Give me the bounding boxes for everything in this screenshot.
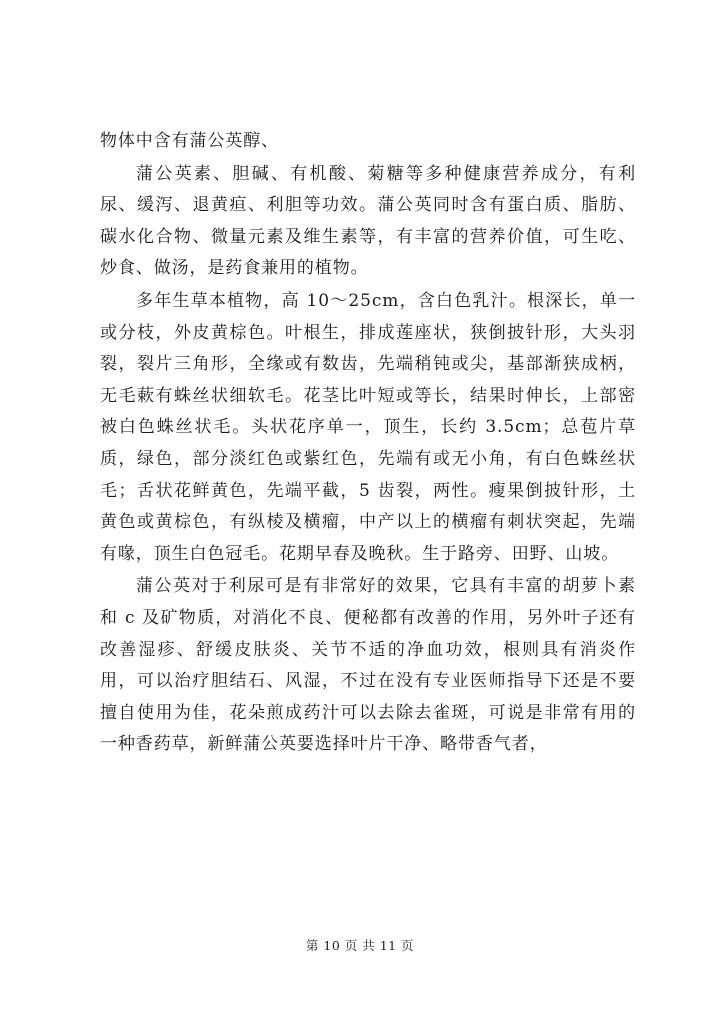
paragraph-botany: 多年生草本植物，高 10～25cm，含白色乳汁。根深长，单一或分枝，外皮黄棕色。叶根生，排成莲座状，狭倒披针形，大头羽裂，裂片三角形，全缘或有数齿，先端稍钝或尖，基部渐狭成柄，无毛蔌有蛛丝状细软毛。花茎比叶短或等长，结果时伸长，上部密被白色蛛丝状毛。头状花序单一，顶生，长约 3.5cm；总苞片草质，绿色，部分淡红色或紫红色，先端有或无小角，有白色蛛丝状毛；舌状花鲜黄色，先端平截，5 齿裂，两性。瘦果倒披针形，土黄色或黄棕色，有纵棱及横瘤，中产以上的横瘤有刺状突起，先端有喙，顶生白色冠毛。花期早春及晚秋。生于路旁、田野、山坡。	[100, 290, 636, 564]
page-footer: 第 10 页 共 11 页	[305, 938, 415, 953]
paragraph-uses: 蒲公英对于利尿可是有非常好的效果，它具有丰富的胡萝卜素和 c 及矿物质，对消化不良、便秘都有改善的作用，另外叶子还有改善湿疹、舒缓皮肤炎、关节不适的净血功效，根则具有消炎作用，可以治疗胆结石、风湿，不过在没有专业医师指导下还是不要擅自使用为佳，花朵煎成药汁可以去除去雀斑，可说是非常有用的一种香药草，新鲜蒲公英要选择叶片干净、略带香气者，	[100, 576, 636, 755]
paragraph-continuation: 物体中含有蒲公英醇、	[100, 131, 279, 151]
paragraph-nutrients: 蒲公英素、胆碱、有机酸、菊糖等多种健康营养成分，有利尿、缓泻、退黄疸、利胆等功效。蒲公英同时含有蛋白质、脂肪、碳水化合物、微量元素及维生素等，有丰富的营养价值，可生吃、炒食、做汤，是药食兼用的植物。	[100, 163, 636, 279]
document-body	[100, 126, 636, 761]
